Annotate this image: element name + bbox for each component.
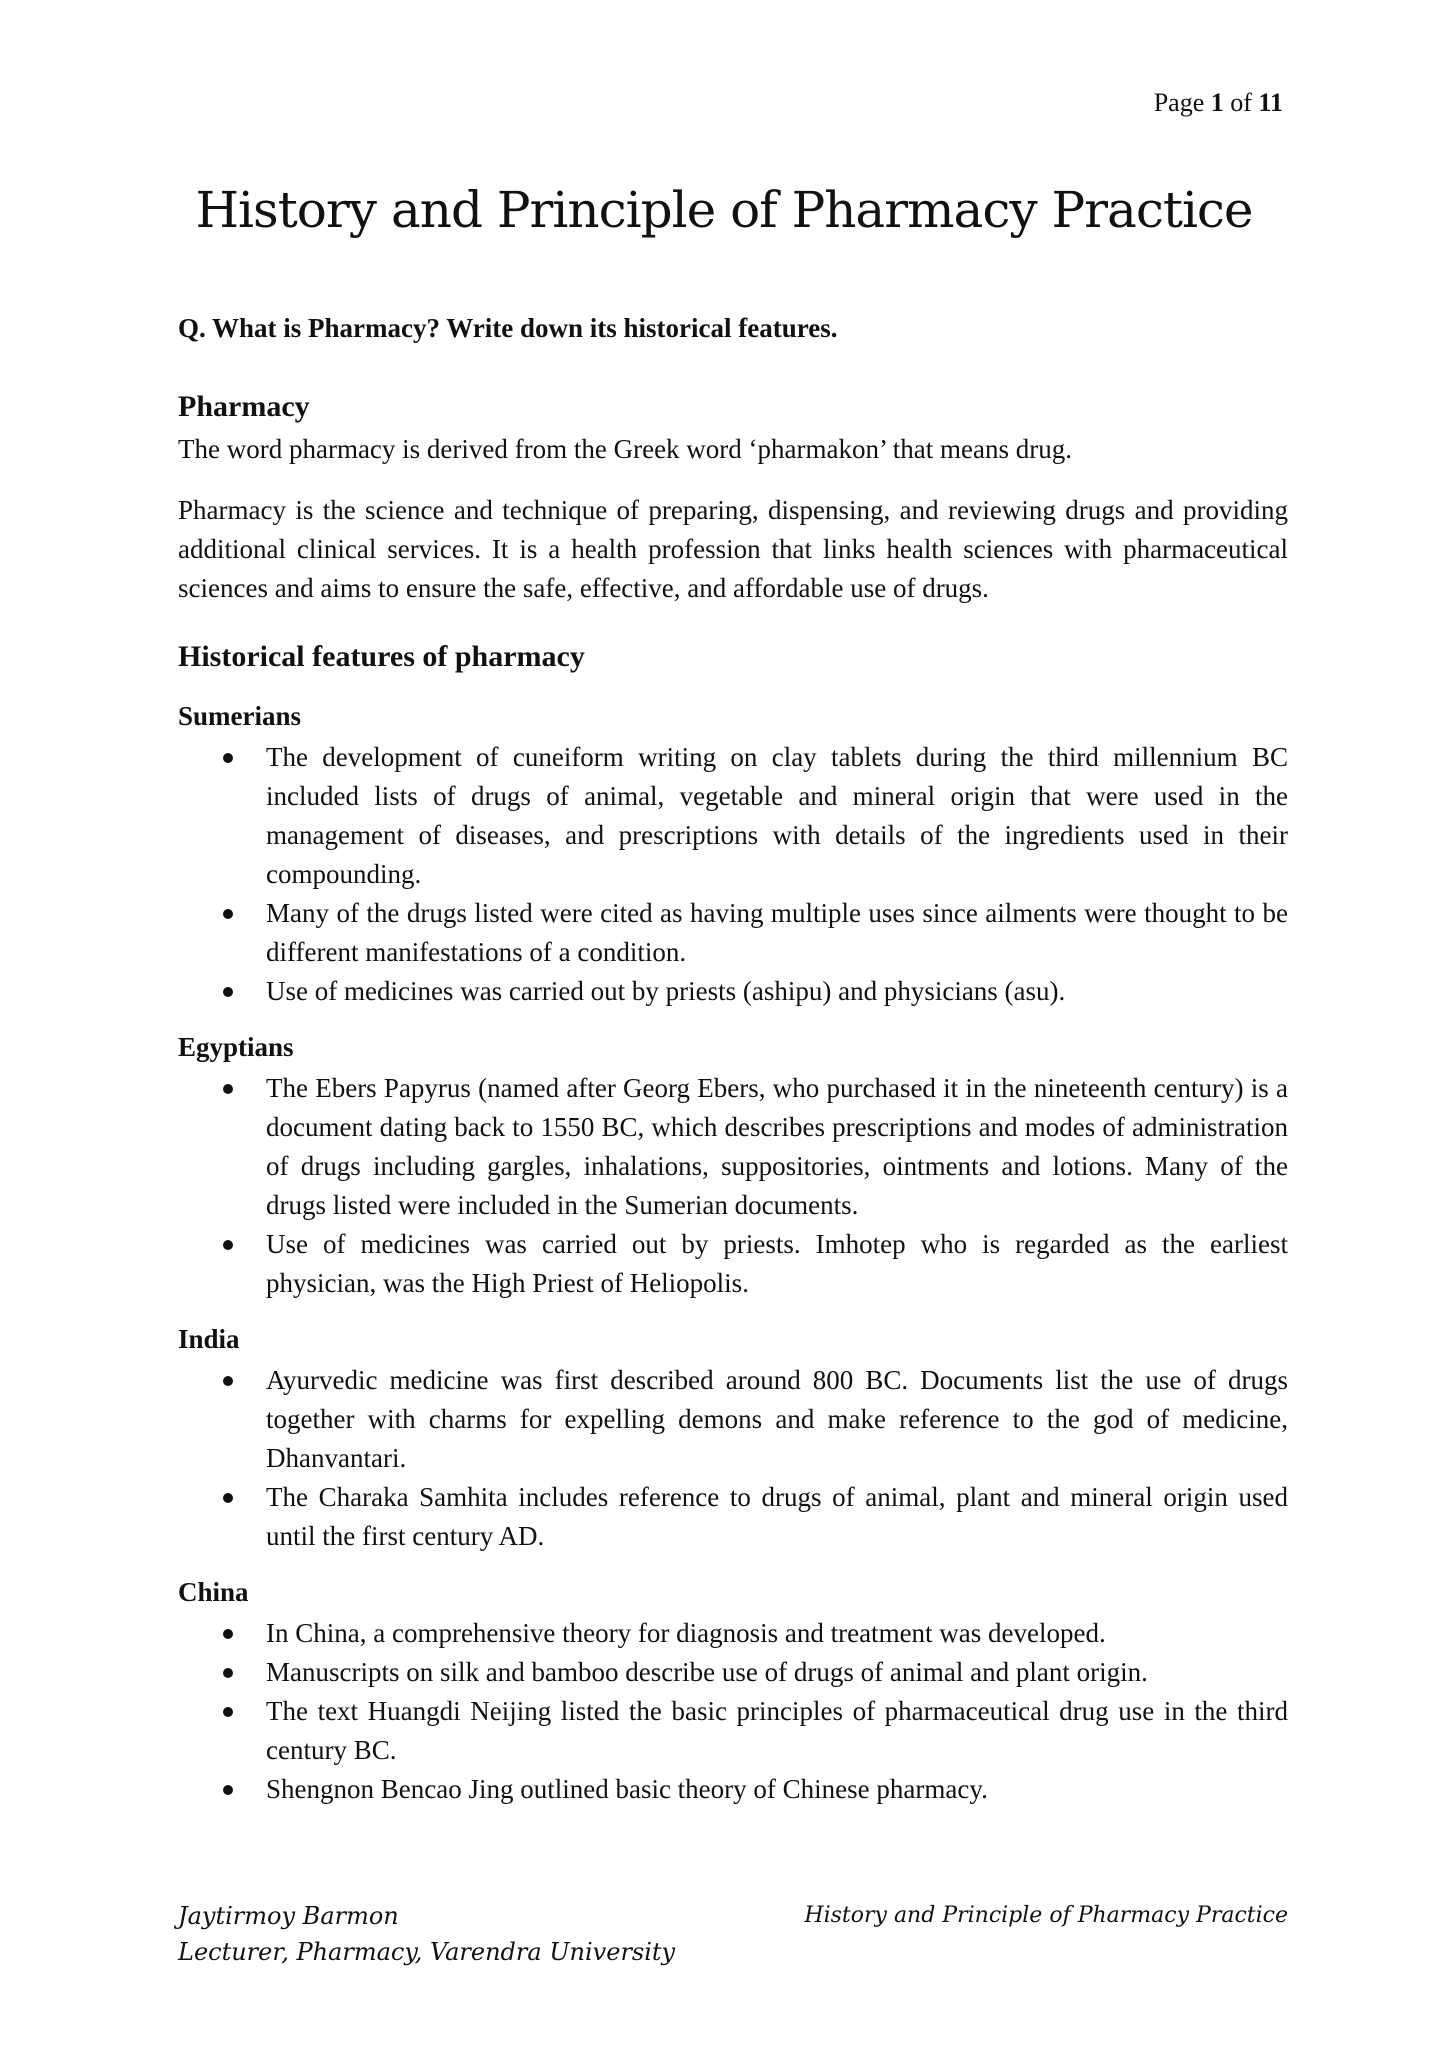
list-item-text: The Charaka Samhita includes reference to drugs of animal, plant and mineral origin used until the first century AD. bbox=[266, 1482, 1288, 1551]
group-heading-egyptians: Egyptians bbox=[178, 1032, 294, 1062]
list-item bbox=[178, 1692, 1288, 1770]
footer-author: Jaytirmoy Barmon bbox=[178, 1902, 399, 1930]
group-heading-sumerians: Sumerians bbox=[178, 701, 302, 731]
historical-heading: Historical features of pharmacy bbox=[178, 640, 585, 673]
list-item-text: The development of cuneiform writing on clay tablets during the third millennium BC included lists of drugs of animal, vegetable and mineral origin that were used in the management of diseases, and prescriptions with details of the ingredients used in their compounding. bbox=[266, 742, 1288, 889]
list-item bbox=[178, 894, 1288, 972]
list-item bbox=[178, 738, 1288, 894]
bullet-icon bbox=[223, 1084, 233, 1094]
list-item-text: Use of medicines was carried out by priests (ashipu) and physicians (asu). bbox=[266, 976, 1066, 1006]
footer-affiliation: Lecturer, Pharmacy, Varendra University bbox=[178, 1938, 676, 1966]
bullet-icon bbox=[223, 1240, 233, 1250]
group-heading-china: China bbox=[178, 1577, 249, 1607]
page-current: 1 bbox=[1210, 88, 1224, 117]
page-number bbox=[1154, 88, 1283, 118]
bullet-icon bbox=[223, 909, 233, 919]
question: Q. What is Pharmacy? Write down its historical features. bbox=[178, 313, 838, 343]
footer-running-title: History and Principle of Pharmacy Practice bbox=[804, 1903, 1288, 1928]
document-title: History and Principle of Pharmacy Practice bbox=[195, 181, 1253, 239]
bullet-icon bbox=[223, 1707, 233, 1717]
list-item bbox=[178, 972, 1288, 1011]
page-total: 11 bbox=[1258, 88, 1283, 117]
list-item-text: Manuscripts on silk and bamboo describe use of drugs of animal and plant origin. bbox=[266, 1657, 1148, 1687]
list-item bbox=[178, 1069, 1288, 1225]
page-of: of bbox=[1230, 88, 1252, 117]
pharmacy-definition: The word pharmacy is derived from the Greek word ‘pharmakon’ that means drug. bbox=[178, 434, 1072, 464]
list-item bbox=[178, 1653, 1288, 1692]
pharmacy-heading: Pharmacy bbox=[178, 390, 310, 423]
bullet-icon bbox=[223, 1493, 233, 1503]
list-item bbox=[178, 1225, 1288, 1303]
list-item-text: Ayurvedic medicine was first described around 800 BC. Documents list the use of drugs together with charms for expelling demons and make reference to the god of medicine, Dhanvantari. bbox=[266, 1365, 1288, 1473]
list-item bbox=[178, 1770, 1288, 1809]
page-label: Page bbox=[1153, 88, 1205, 117]
sumerians-list bbox=[178, 738, 1288, 1011]
list-item bbox=[178, 1361, 1288, 1478]
page-footer bbox=[178, 1898, 1288, 1978]
list-item bbox=[178, 1478, 1288, 1556]
egyptians-list bbox=[178, 1069, 1288, 1303]
bullet-icon bbox=[223, 753, 233, 763]
bullet-icon bbox=[223, 1668, 233, 1678]
bullet-icon bbox=[223, 987, 233, 997]
pharmacy-description: Pharmacy is the science and technique of preparing, dispensing, and reviewing drugs and providing additional clinical services. It is a health profession that links health sciences with pharmaceutical sciences and aims to ensure the safe, effective, and affordable use of drugs. bbox=[178, 495, 1288, 603]
group-heading-india: India bbox=[178, 1324, 240, 1354]
bullet-icon bbox=[223, 1629, 233, 1639]
list-item-text: The Ebers Papyrus (named after Georg Ebers, who purchased it in the nineteenth century) is a document dating back to 1550 BC, which describes prescriptions and modes of administration of drugs including gargles, inhalations, suppositories, ointments and lotions. Many of the drugs listed were included in the Sumerian documents. bbox=[266, 1073, 1288, 1220]
list-item bbox=[178, 1614, 1288, 1653]
china-list bbox=[178, 1614, 1288, 1809]
bullet-icon bbox=[223, 1785, 233, 1795]
bullet-icon bbox=[223, 1376, 233, 1386]
list-item-text: The text Huangdi Neijing listed the basic principles of pharmaceutical drug use in the third century BC. bbox=[266, 1696, 1288, 1765]
list-item-text: In China, a comprehensive theory for diagnosis and treatment was developed. bbox=[266, 1618, 1106, 1648]
list-item-text: Shengnon Bencao Jing outlined basic theory of Chinese pharmacy. bbox=[266, 1774, 988, 1804]
india-list bbox=[178, 1361, 1288, 1556]
document-body bbox=[178, 310, 1288, 1827]
list-item-text: Use of medicines was carried out by priests. Imhotep who is regarded as the earliest physician, was the High Priest of Heliopolis. bbox=[266, 1229, 1288, 1298]
list-item-text: Many of the drugs listed were cited as having multiple uses since ailments were thought to be different manifestations of a condition. bbox=[266, 898, 1288, 967]
footer-author-block bbox=[178, 1898, 675, 1970]
